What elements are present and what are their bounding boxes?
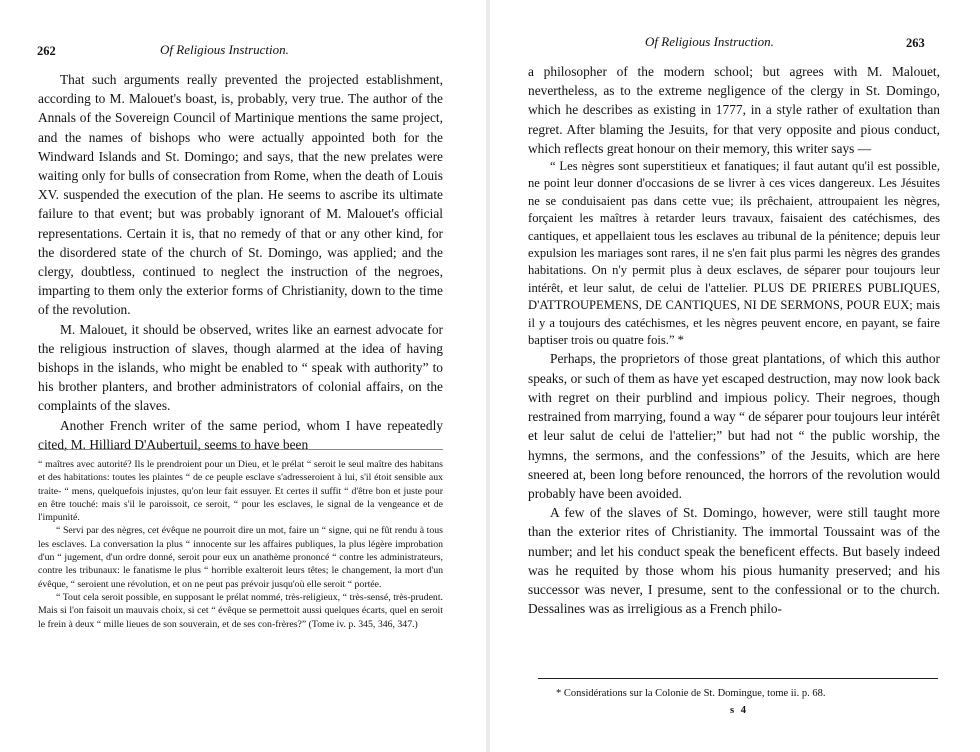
- right-footnote-text: * Considérations sur la Colonie de St. Domingue, tome ii. p. 68.: [556, 688, 826, 699]
- left-paragraph-1: That such arguments really prevented the projected establishment, according to M. Malouet's boast, is, probably, very true. The author of the Annals of the Sovereign Council of Martinique mentions the same project, and the names of bishops who were actually appointed both for the Windward Islands and St. Domingo; and says, that the new prelates were waiting only for bulls of consecration from Rome, when the death of Louis XV. suspended the execution of the plan. He seems to ascribe its ultimate failure to that event; but was probably ignorant of M. Malouet's official representations. Certain it is, that no remedy of that or any other kind, for the disordered state of the church of St. Domingo, was applied; and the clergy, doubtless, continued to neglect the instruction of the negroes, imparting to them only the exterior forms of Christianity, down to the time of the revolution.: [38, 72, 443, 318]
- right-page-number: 263: [906, 36, 925, 50]
- right-paragraph-2: Perhaps, the proprietors of those great plantations, of which this author speaks, or such of them as have yet escaped destruction, may now look back with regret on their purblind and impious policy. Their negroes, though restrained from marrying, found a way “ de séparer pour toujours leur intérêt et leur salut de celui de l'attelier;” but had not “ the public worship, the hymns, the sermons, and the confessions” of the Jesuits, which are here sneered at, been long before renounced, the horrors of the revolution would probably have been avoided.: [528, 351, 940, 501]
- left-page: [0, 0, 486, 752]
- right-running-title: Of Religious Instruction.: [645, 34, 774, 49]
- left-page-number: 262: [37, 44, 56, 58]
- left-footnote-paragraph-1: “ maîtres avec autorité? Ils le prendroient pour un Dieu, et le prélat “ seroit le seul maître des habitans et des habitations: toutes les plaintes “ de ce peuple esclave s'adresseroient à lui, s'il étoit sensible aux traite- “ mens, quelquefois injustes, qu'on leur fait essuyer. Et certes il suffit “ d'être bon et juste pour en être touché: mais s'il le paroissoit, ce seroit, “ pour les esclaves, le signal de la vengeance et de l'impunité.: [38, 459, 443, 524]
- right-main-text: [528, 62, 940, 618]
- left-main-text: [38, 70, 443, 454]
- left-footnote: [38, 458, 443, 631]
- left-paragraph-3: Another French writer of the same period, whom I have repeatedly cited, M. Hilliard D'Aubertuil, seems to have been: [38, 417, 443, 452]
- right-quoted-passage: “ Les nègres sont superstitieux et fanatiques; il faut autant qu'il est possible, ne point leur donner d'occasions de se livrer à ces vices dangereux. Les Jésuites ne se conduisaient pas dans cette vue; ils prêchaient, attroupaient les nègres, forçaient les maîtres à retarder leurs travaux, faisaient des catéchismes, des cantiques, et appellaient tous les esclaves au tribunal de la pénitence; depuis leur expulsion les mariages sont rares, il ne s'en fait plus parmi les nègres des grandes habitations. On n'y permit plus à deux esclaves, de séparer pour toujours leur intérêt, et leur salut, de celui de l'attelier. PLUS DE PRIERES PUBLIQUES, D'ATTROUPEMENS, DE CANTIQUES, NI DE SERMONS, POUR EUX; mais il y a toujours des catéchismes, et les nègres peuvent encore, en payant, se faire baptiser trois ou quatre fois.” *: [528, 159, 940, 348]
- right-footnote: [538, 687, 938, 700]
- left-footnote-rule: [38, 449, 443, 450]
- signature-mark: s 4: [730, 705, 748, 716]
- right-footnote-rule: [538, 678, 938, 679]
- right-page: [490, 0, 980, 752]
- right-paragraph-3: A few of the slaves of St. Domingo, however, were still taught more than the exterior rites of Christianity. The immortal Toussaint was of the number; and let his conduct speak the beneficent effects. But basely indeed was he requited by those whom his pious humanity preserved; and his successor was never, I presume, sent to the confessional or to the church. Dessalines was as irreligious as a French philo-: [528, 505, 940, 617]
- right-paragraph-1: a philosopher of the modern school; but agrees with M. Malouet, nevertheless, as to the extreme negligence of the clergy in St. Domingo, which he describes as existing in 1777, in a style rather of exultation than regret. After blaming the Jesuits, for that very opposite and pious conduct, which reflects great honour on their memory, this writer says —: [528, 64, 940, 156]
- left-paragraph-2: M. Malouet, it should be observed, writes like an earnest advocate for the religious instruction of slaves, though alarmed at the idea of having bishops in the islands, who might be enabled to “ speak with authority” to his brother planters, and brother administrators of colonial affairs, on the complaints of the slaves.: [38, 321, 443, 414]
- left-footnote-paragraph-3: “ Tout cela seroit possible, en supposant le prélat nommé, très-religieux, “ très-sensé, très-prudent. Mais si l'on faisoit un mauvais choix, si cet “ évêque se permettoit aussi quelques écarts, quel en seroit le frein à deux “ mille lieues de son souverain, et de ses con-frères?” (Tome iv. p. 345, 346, 347.): [38, 591, 443, 630]
- left-running-title: Of Religious Instruction.: [160, 42, 289, 57]
- left-footnote-paragraph-2: “ Servi par des nègres, cet évêque ne pourroit dire un mot, faire un “ signe, qui ne fût rendu à tous les esclaves. La conversation la plus “ innocente sur les affaires publiques, la plus légère improbation d'un “ jugement, d'un ordre donné, seroit pour eux un anathème prononcé “ contre les administrateurs, contre les tribunaux: le fanatisme le plus “ horrible exalteroit leurs têtes; le changement, la mort d'un évêque, “ seroient une révolution, et on ne peut pas prévoir jusqu'où elle seroit “ portée.: [38, 525, 443, 590]
